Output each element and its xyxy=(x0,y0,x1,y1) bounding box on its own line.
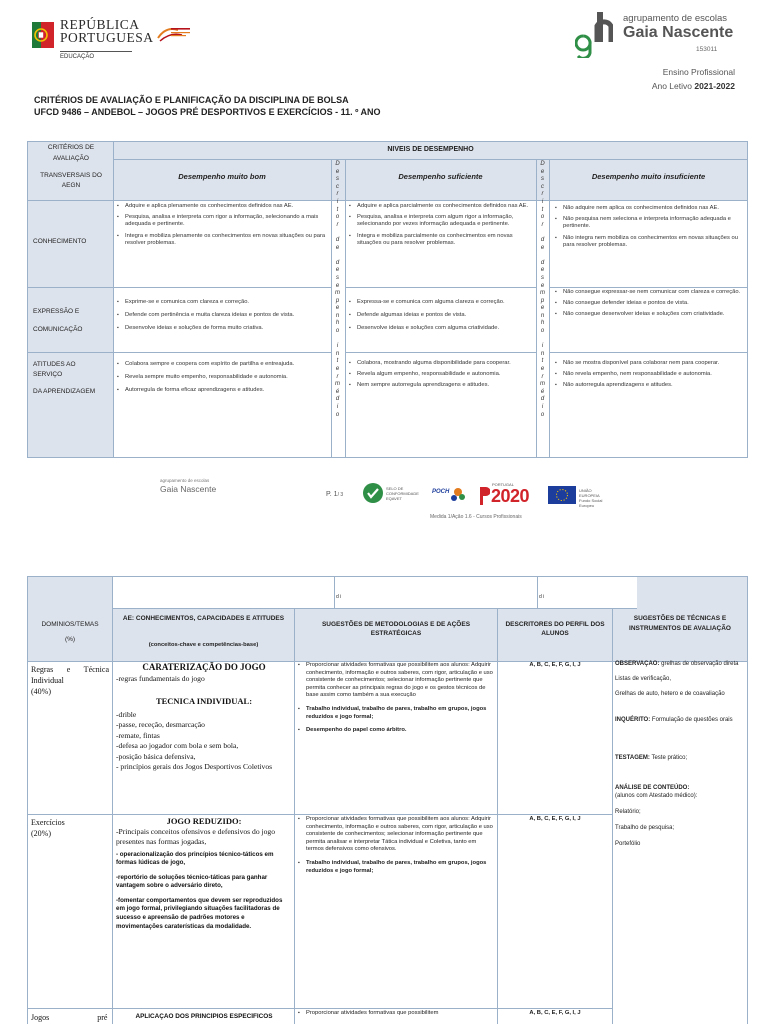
eqavet-logo-icon xyxy=(362,480,422,508)
dom-row-3-name: Jogos pré xyxy=(31,1013,108,1022)
row3-good-list xyxy=(117,360,327,399)
republica-flag-icon xyxy=(32,22,54,48)
agrupamento-label: agrupamento de escolas xyxy=(623,13,728,24)
list-item: ▪ Exprime-se e comunica com clareza e correção. xyxy=(117,298,327,307)
list-item: ▪ Não adquire nem aplica os conhecimentos definidos nas AE. xyxy=(555,205,745,212)
list-item: ▪ Desenvolve ideias e soluções de forma muito criativa. xyxy=(117,324,327,333)
footer-school-name: Gaia Nascente xyxy=(160,484,217,494)
list-item: ▪ Colabora sempre e coopera com espírito de partilha e entreajuda. xyxy=(117,360,327,369)
list-item: - princípios gerais dos Jogos Desportivos Coletivos xyxy=(116,762,273,771)
list-item: ▪ Nem sempre autorregula aprendizagens e atitudes. xyxy=(349,382,534,389)
ae-row-1-title2: TECNICA INDIVIDUAL: xyxy=(155,696,253,706)
list-item: ▪ Expressa-se e comunica com alguma clareza e correção. xyxy=(349,298,534,307)
medida-text: Medida 1/Ação 1.6 - Cursos Profissionais xyxy=(430,514,522,520)
top-fragment-1: d i xyxy=(336,594,342,600)
tec-ana-label: ANÁLISE DE CONTEÚDO: xyxy=(615,785,690,791)
dom-row-2-name: Exercícios xyxy=(31,818,65,827)
p2020-sub: PORTUGAL xyxy=(492,482,514,487)
h-met: SUGESTÕES DE METODOLOGIAS E DE AÇÕES ESTRATÉGICAS xyxy=(321,621,471,637)
row-label-atitudes: ATITUDES AO SERVIÇO xyxy=(33,360,93,380)
list-item: ▪ Proporcionar atividades formativas que possibilitem aos alunos: Adquirir conhecimento, informação e outros saberes, com rigor, articulação e uso consistente de conhecimentos; selecionar informação pertinente que permita analisar e interpretar Tática individual e Coletiva, tanto em termos defensivos como ofensivos. xyxy=(298,816,494,854)
tec-inq-text: Formulação de questões orais xyxy=(650,717,733,723)
list-item: ▪ Não integra nem mobiliza os conhecimentos em novas situações ou para resolver problemas. xyxy=(555,235,745,249)
h-ae: AE: CONHECIMENTOS, CAPACIDADES E ATITUDES xyxy=(122,615,285,622)
row3-suff-list xyxy=(349,360,534,394)
title-line-1: CRITÉRIOS DE AVALIAÇÃO E PLANIFICAÇÃO DA DISCIPLINA DE BOLSA xyxy=(34,95,349,105)
desc-row-3: A, B, C, E, F, G, I, J xyxy=(529,1010,581,1016)
dom-row-1-pct: (40%) xyxy=(31,687,51,696)
tec-ana-text: (alunos com Atestado médico): xyxy=(615,793,698,799)
page-number-current: P. 1 xyxy=(326,491,338,498)
h-dom-pct: (%) xyxy=(64,636,76,643)
list-item: ▪ Revela algum empenho, responsabilidade e autonomia. xyxy=(349,371,534,378)
dom-row-2 xyxy=(31,817,109,839)
col-suff-header: Desempenho suficiente xyxy=(398,172,483,181)
ae-row-2-title: JOGO REDUZIDO: xyxy=(166,816,242,826)
ae-row-2 xyxy=(116,816,292,931)
top-fragment-2: d i xyxy=(539,594,545,600)
dge-logo-icon xyxy=(156,24,192,44)
ae-row-2-text: -Principais conceitos ofensivos e defensivos do jogo presentes nas formas jogadas, xyxy=(116,826,276,846)
tec-inq-label: INQUÉRITO: xyxy=(615,717,651,723)
row1-good-list xyxy=(117,203,327,251)
school-code: 153011 xyxy=(696,46,718,53)
republica-subtitle: EDUCAÇÃO xyxy=(60,51,132,60)
eqavet-text: SELO DE CONFORMIDADE EQAVET xyxy=(386,486,419,501)
list-item: ▪ Não revela empenho, nem responsabilidade e autonomia. xyxy=(555,371,745,378)
list-item: ▪ Pesquisa, analisa e interpreta com algum rigor a informação, selecionando por vezes informação adequada e pertinente. xyxy=(349,214,534,228)
list-item: -fomentar comportamentos que devem ser reproduzidos em jogo formal, privilegiando situações facilitadoras de sucesso e apreensão de padrões motores e movimentações caraterísticas da modalidade. xyxy=(116,896,283,930)
tec-listas: Listas de verificação, xyxy=(615,676,672,682)
p2020-text: 2020 xyxy=(491,486,530,506)
vertical-descriptor-2: D e s c r i t o r d e d e s e m p e n h o i n t e r m é d i o xyxy=(540,161,545,418)
republica-line-1: REPÚBLICA xyxy=(60,17,140,32)
list-item: -posição básica defensiva, xyxy=(116,751,196,761)
row1-insuf-list xyxy=(555,205,745,253)
planning-table xyxy=(27,576,748,1024)
eu-text: UNIÃO EUROPEIA Fundo Social Europeu xyxy=(579,488,603,508)
row2-suff-list xyxy=(349,298,534,337)
ae-row-1-sub: -regras fundamentais do jogo xyxy=(116,673,205,683)
h-dom: DOMÍNIOS/TEMAS xyxy=(41,621,99,628)
list-item: ▪ Desempenho do papel como árbitro. xyxy=(298,727,494,735)
tec-grelhas: Grelhas de auto, hetero e de coavaliação xyxy=(615,691,725,697)
list-item: ▪ Não se mostra disponível para colaborar nem para cooperar. xyxy=(555,360,745,367)
eu-flag-icon xyxy=(548,486,576,504)
list-item: ▪ Defende algumas ideias e pontos de vista. xyxy=(349,311,534,320)
list-item: ▪ Pesquisa, analisa e interpreta com rigor a informação, selecionando a mais adequada e pertinente. xyxy=(117,214,327,228)
poch-logo-icon xyxy=(432,484,468,504)
list-item: ▪ Desenvolve ideias e soluções com alguma criatividade. xyxy=(349,324,534,333)
col-good-header: Desempenho muito bom xyxy=(178,172,266,181)
ae-row-1 xyxy=(116,662,292,773)
list-item: ▪ Proporcionar atividades formativas que possibilitem xyxy=(298,1010,494,1018)
tec-relatorio: Relatório; xyxy=(615,809,641,815)
ano-letivo-value: 2021-2022 xyxy=(694,81,735,91)
ae-row-1-title: CARATERIZAÇÃO DO JOGO xyxy=(142,662,266,672)
title-line-2: UFCD 9486 – ANDEBOL – JOGOS PRÉ DESPORTIVOS E EXERCÍCIOS - 11. º ANO xyxy=(34,107,381,117)
list-item: ▪ Não consegue desenvolver ideias e soluções com criatividade. xyxy=(555,311,745,318)
row3-insuf-list xyxy=(555,360,745,394)
row-label-conhecimento: CONHECIMENTO xyxy=(33,238,113,245)
tec-portefolio: Portefólio xyxy=(615,841,641,847)
list-item: ▪ Adquire e aplica parcialmente os conhecimentos definidos nas AE. xyxy=(349,203,534,210)
list-item: -reportório de soluções técnico-táticas para ganhar vantagem sobre o adversário direto, xyxy=(116,873,268,890)
list-item: ▪ Autorregula de forma eficaz aprendizagens e atitudes. xyxy=(117,386,327,395)
tec-obs-text: grelhas de observação direta xyxy=(659,661,739,667)
tec-trabalho: Trabalho de pesquisa; xyxy=(615,825,675,831)
page-number-total: / 3 xyxy=(337,492,344,498)
criteria-table xyxy=(27,141,748,458)
portugal2020-logo-icon xyxy=(478,482,542,508)
list-item: -remate, fintas xyxy=(116,730,160,740)
list-item: ▪ Não consegue defender ideias e pontos de vista. xyxy=(555,300,745,307)
tec-test-text: Teste prático; xyxy=(649,755,688,761)
levels-header: NÍVEIS DE DESEMPENHO xyxy=(387,146,474,153)
tec-obs-label: OBSERVAÇÃO: xyxy=(615,661,660,667)
dom-row-1 xyxy=(31,664,109,697)
list-item: ▪ Defende com pertinência e muita clareza ideias e pontos de vista. xyxy=(117,311,327,320)
poch-text: POCH xyxy=(432,489,450,495)
list-item: -drible xyxy=(116,709,137,719)
republica-line-2: PORTUGUESA xyxy=(60,30,154,45)
list-item: ▪ Não consegue expressar-se nem comunicar com clareza e correção. xyxy=(555,289,745,296)
list-item: - operacionalização dos princípios técnico-táticos em formas lúdicas de jogo, xyxy=(116,850,274,867)
desc-row-2: A, B, C, E, F, G, I, J xyxy=(529,816,581,822)
list-item: ▪ Revela sempre muito empenho, responsabilidade e autonomia. xyxy=(117,373,327,382)
document-title xyxy=(34,94,381,118)
list-item: ▪ Não autorregula aprendizagens e atitudes. xyxy=(555,382,745,389)
row2-insuf-list xyxy=(555,289,745,323)
list-item: ▪ Trabalho individual, trabalho de pares, trabalho em grupos, jogos reduzidos e jogo formal; xyxy=(298,860,494,875)
page-number xyxy=(326,491,343,498)
criteria-header-1: CRITÉRIOS DE AVALIAÇÃO xyxy=(47,144,95,162)
row2-good-list xyxy=(117,298,327,337)
ae-row-3-title: APLICAÇÃO DOS PRINCÍPIOS ESPECÍFICOS xyxy=(135,1013,273,1020)
met-row-3 xyxy=(298,1010,494,1022)
list-item: ▪ Adquire e aplica plenamente os conhecimentos definidos nas AE. xyxy=(117,203,327,210)
ano-letivo xyxy=(600,81,735,91)
row-label-expressao: EXPRESSÃO E COMUNICAÇÃO xyxy=(33,303,95,339)
dom-row-1-name: Regras e Técnica Individual xyxy=(31,665,109,685)
dom-row-3 xyxy=(31,1012,109,1023)
planning-top-blank xyxy=(112,576,637,608)
list-item: ▪ Trabalho individual, trabalho de pares, trabalho em grupos, jogos reduzidos e jogo formal; xyxy=(298,706,494,721)
h-tec: SUGESTÕES DE TÉCNICAS E INSTRUMENTOS DE AVALIAÇÃO xyxy=(629,615,731,632)
desc-row-1: A, B, C, E, F, G, I, J xyxy=(529,662,581,668)
ensino-label: Ensino Profissional xyxy=(662,67,735,77)
vertical-descriptor-1: D e s c r i t o r d e d e s e m p e n h o i n t e r m é d i o xyxy=(335,161,340,418)
list-item: ▪ Integra e mobiliza parcialmente os conhecimentos em novas situações ou para resolver problemas. xyxy=(349,233,534,247)
met-row-2 xyxy=(298,816,494,879)
col-insuf-header: Desempenho muito insuficiente xyxy=(591,172,706,181)
footer-agrupamento-label: agrupamento de escolas xyxy=(160,478,210,483)
agrupamento-logo-icon xyxy=(575,12,613,58)
list-item: ▪ Colabora, mostrando alguma disponibilidade para cooperar. xyxy=(349,360,534,367)
row1-suff-list xyxy=(349,203,534,251)
list-item: -passe, receção, desmarcação xyxy=(116,720,205,729)
school-name: Gaia Nascente xyxy=(623,24,734,41)
met-row-1 xyxy=(298,662,494,739)
tec-test-label: TESTAGEM: xyxy=(615,755,650,761)
row-label-aprendizagem: DA APRENDIZAGEM xyxy=(33,388,111,395)
h-desc: DESCRITORES DO PERFIL DOS ALUNOS xyxy=(505,621,605,637)
h-ae-sub: (conceitos-chave e competências-base) xyxy=(148,642,259,648)
list-item: ▪ Integra e mobiliza plenamente os conhecimentos em novas situações ou para resolver problemas. xyxy=(117,233,327,247)
ano-letivo-label: Ano Letivo xyxy=(651,81,695,91)
dom-row-2-pct: (20%) xyxy=(31,829,51,838)
list-item: ▪ Proporcionar atividades formativas que possibilitem aos alunos: Adquirir conhecimento, informação e outros saberes, com rigor, articulação e uso consistente de conhecimentos; selecionar informação pertinente que permita conhecer as principais regras do jogo e os gestos técnicos de base assim como também a sua execução xyxy=(298,662,494,700)
republica-title xyxy=(60,18,153,44)
list-item: ▪ Não pesquisa nem seleciona e interpreta informação adequada e pertinente. xyxy=(555,216,745,230)
criteria-header-2: TRANSVERSAIS DO AEGN xyxy=(40,172,102,189)
tec-column xyxy=(615,660,745,848)
list-item: -defesa ao jogador com bola e sem bola, xyxy=(116,741,239,750)
